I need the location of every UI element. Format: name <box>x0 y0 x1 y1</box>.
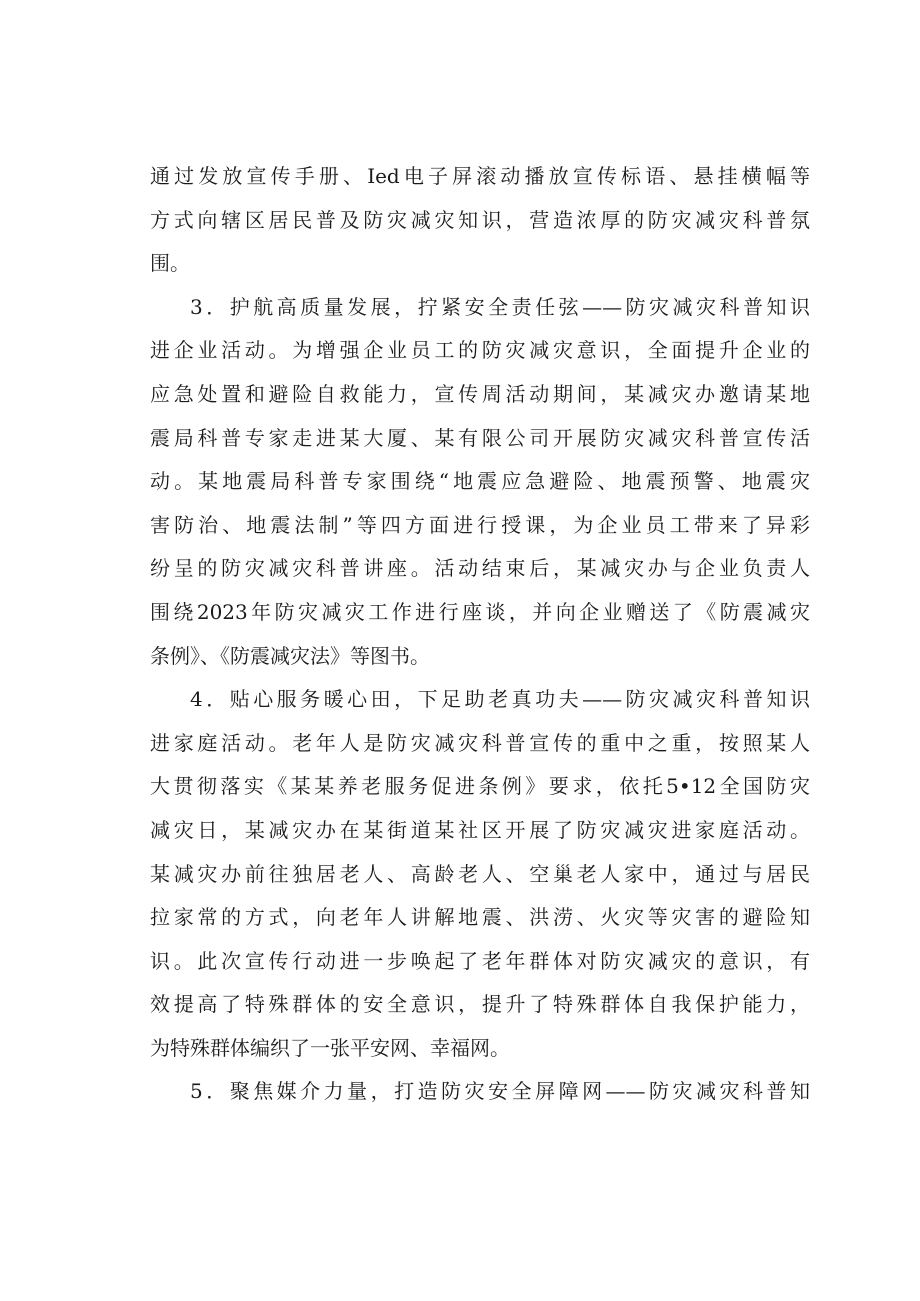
text-line: 条例》、《防震减灾法》等图书。 <box>150 643 430 668</box>
text-line: 进企业活动。为增强企业员工的防灾减灾意识，全面提升企业的 <box>150 338 810 363</box>
text-line: 动。某地震局科普专家围绕“地震应急避险、地震预警、地震灾 <box>150 469 810 494</box>
text-line: 应急处置和避险自救能力，宣传周活动期间，某减灾办邀请某地 <box>150 381 810 406</box>
text-line: 震局科普专家走进某大厦、某有限公司开展防灾减灾科普宣传活 <box>150 425 810 450</box>
text-line: 拉家常的方式，向老年人讲解地震、洪涝、火灾等灾害的避险知 <box>150 905 810 930</box>
text-line: 围绕2023年防灾减灾工作进行座谈，并向企业赠送了《防震减灾 <box>150 599 810 624</box>
text-line: 识。此次宣传行动进一步唤起了老年群体对防灾减灾的意识，有 <box>150 948 810 973</box>
text-line: 减灾日，某减灾办在某街道某社区开展了防灾减灾进家庭活动。 <box>150 817 810 842</box>
paragraph-heading-4: 4．贴心服务暖心田，下足助老真功夫——防灾减灾科普知识 <box>190 687 810 712</box>
body-text <box>150 155 810 1114</box>
text-line: 通过发放宣传手册、Ied电子屏滚动播放宣传标语、悬挂横幅等 <box>150 164 810 188</box>
text-line: 纷呈的防灾减灾科普讲座。活动结束后，某减灾办与企业负责人 <box>150 556 810 581</box>
paragraph-heading-5: 5．聚焦媒介力量，打造防灾安全屏障网——防灾减灾科普知 <box>190 1079 810 1104</box>
text-line: 某减灾办前往独居老人、高龄老人、空巢老人家中，通过与居民 <box>150 861 810 886</box>
paragraph-heading-3: 3．护航高质量发展，拧紧安全责任弦——防灾减灾科普知识 <box>190 294 810 319</box>
text-line: 方式向辖区居民普及防灾减灾知识，营造浓厚的防灾减灾科普氛 <box>150 207 810 232</box>
text-line: 效提高了特殊群体的安全意识，提升了特殊群体自我保护能力， <box>150 992 810 1017</box>
text-line: 围。 <box>150 251 190 276</box>
text-line: 为特殊群体编织了一张平安网、幸福网。 <box>150 1035 510 1060</box>
text-line: 大贯彻落实《某某养老服务促进条例》要求，依托5•12全国防灾 <box>150 774 810 799</box>
text-line: 进家庭活动。老年人是防灾减灾科普宣传的重中之重，按照某人 <box>150 730 810 755</box>
text-line: 害防治、地震法制”等四方面进行授课，为企业员工带来了异彩 <box>150 512 810 537</box>
